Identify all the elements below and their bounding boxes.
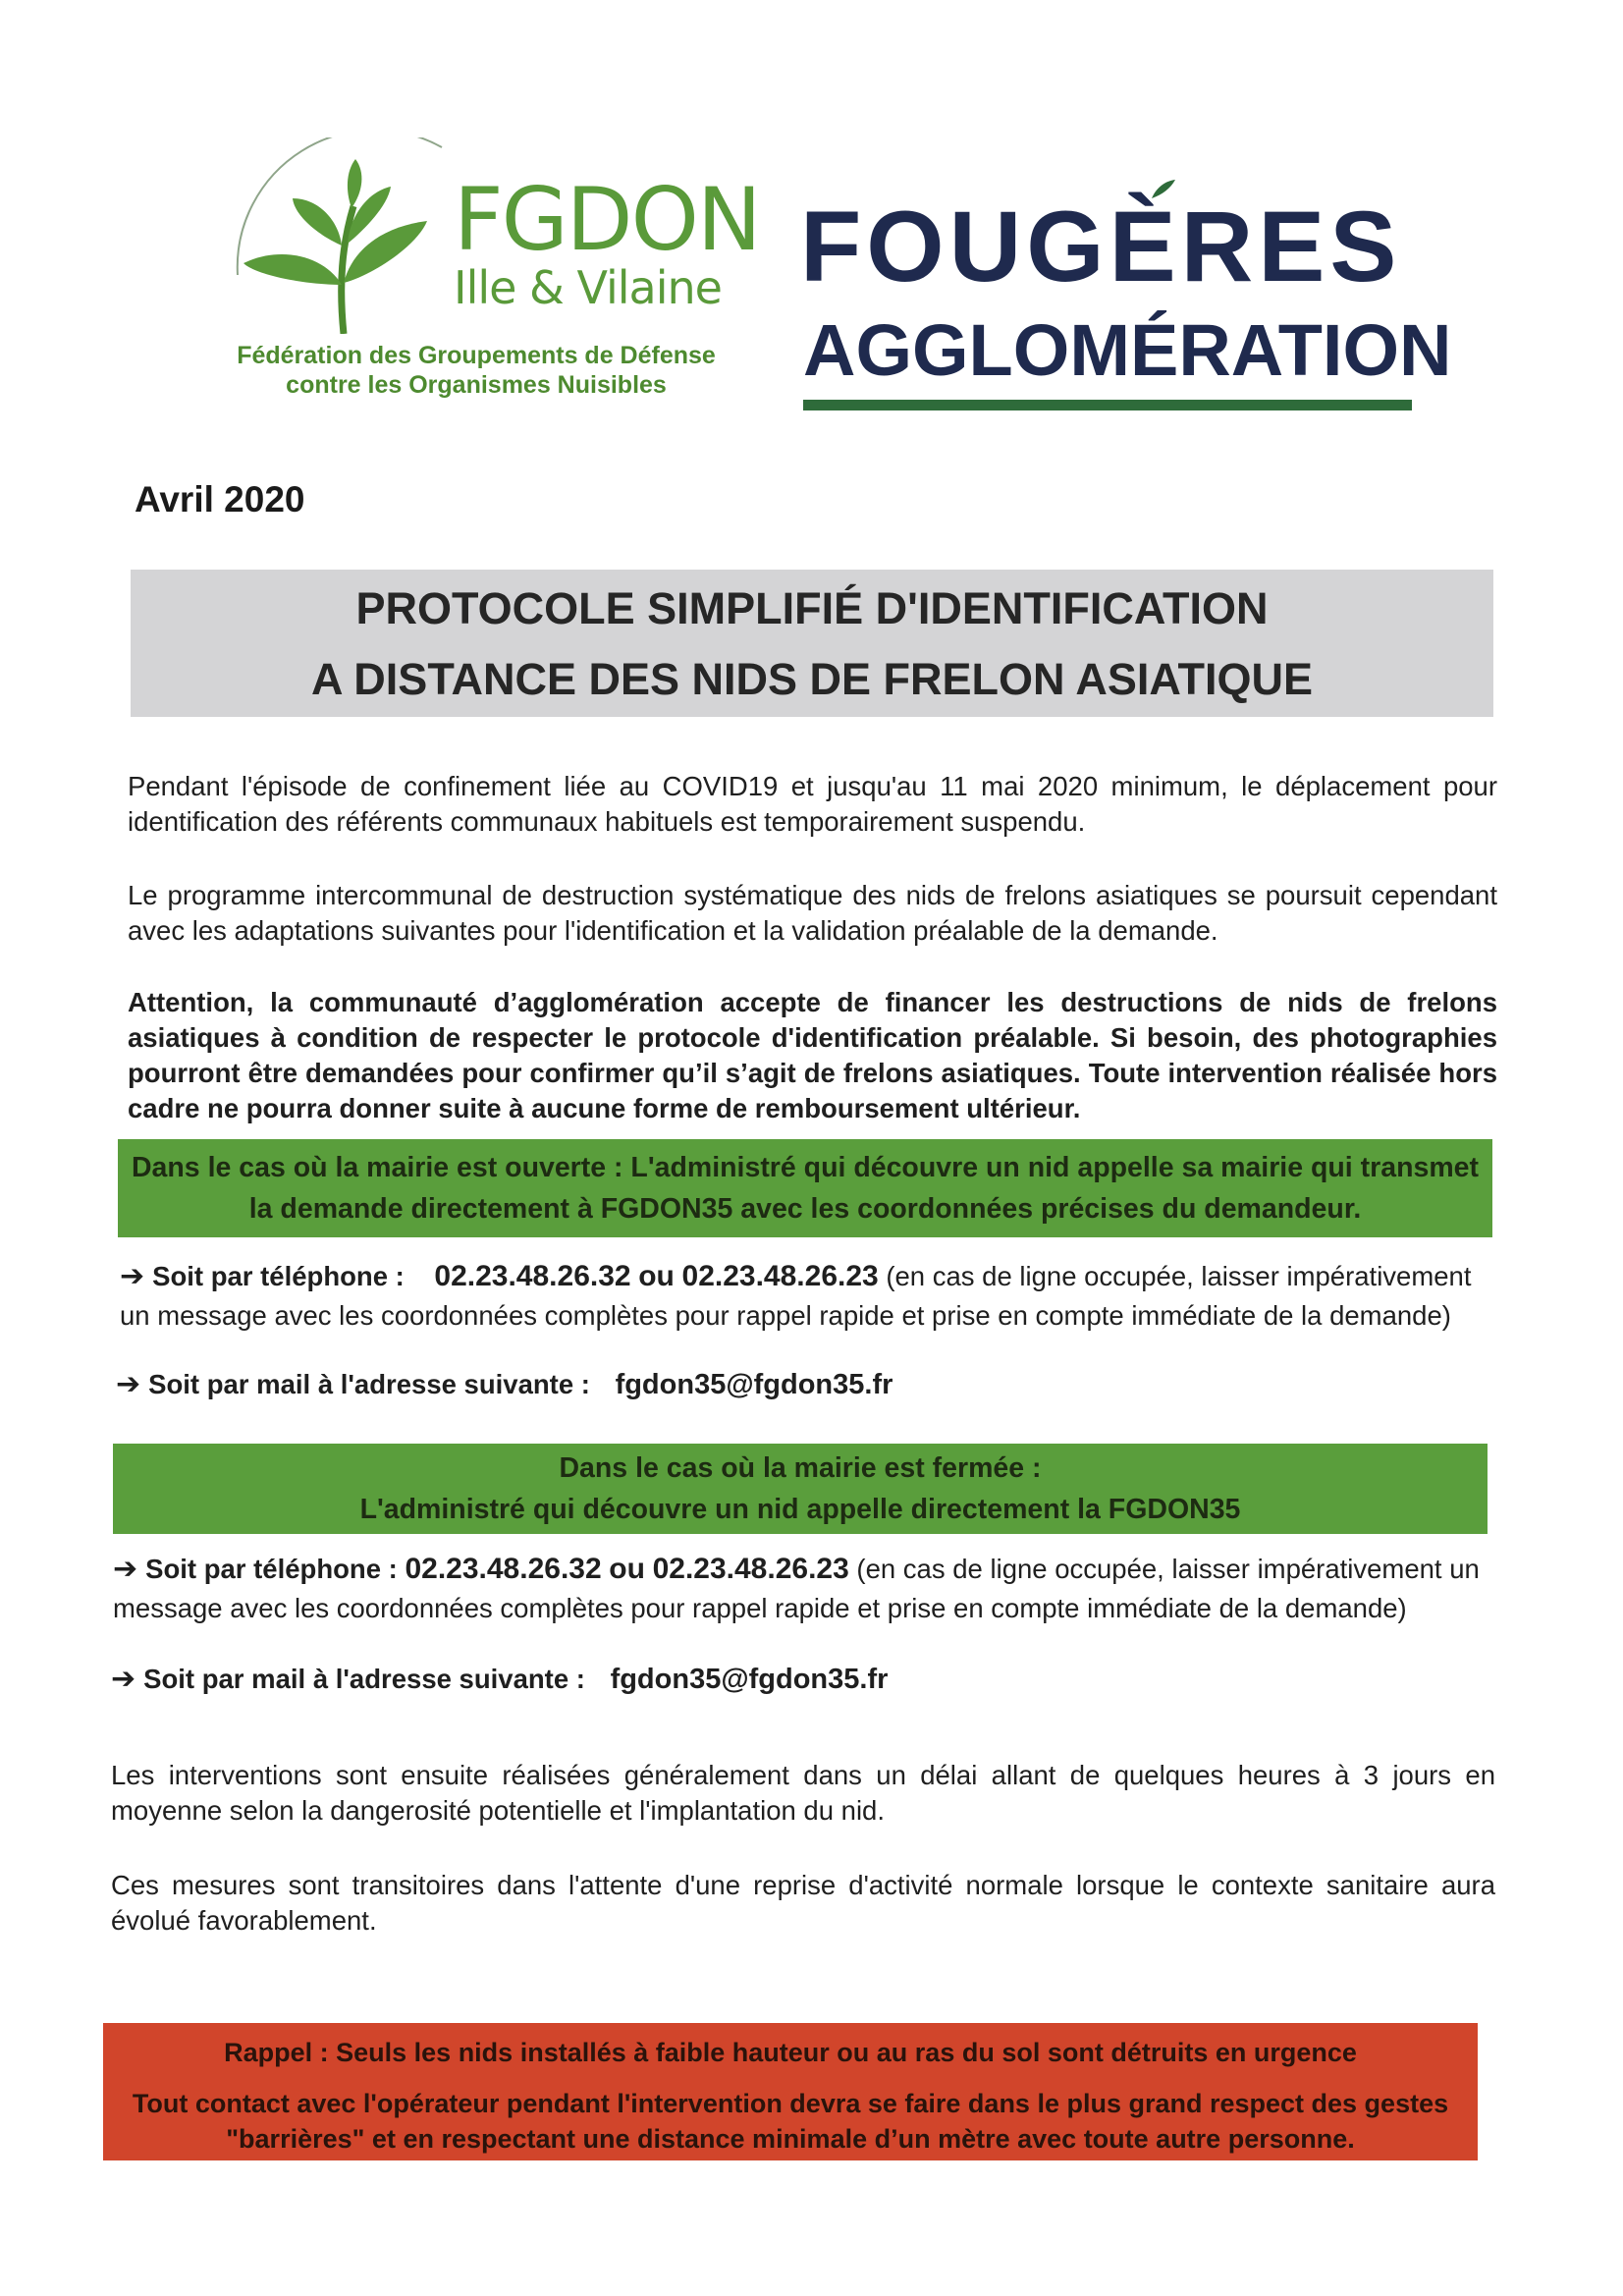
mail-label: Soit par mail à l'adresse suivante : bbox=[148, 1369, 590, 1399]
title-line1: PROTOCOLE SIMPLIFIÉ D'IDENTIFICATION bbox=[355, 583, 1269, 633]
title-line2: A DISTANCE DES NIDS DE FRELON ASIATIQUE bbox=[310, 654, 1314, 704]
logo-underline-bar bbox=[803, 400, 1412, 410]
fougeres-title: FOUGÈRES bbox=[800, 191, 1402, 302]
plant-leaves-icon bbox=[226, 137, 461, 334]
phone-note: (en cas de ligne occupée, laisser impérativement un message avec les coordonnées complètes pour rappel rapide et prise en compte immédiate de la demande) bbox=[120, 1261, 1472, 1331]
contact-phone-closed bbox=[113, 1550, 1497, 1628]
contact-mail-closed bbox=[111, 1660, 1495, 1699]
phone-number-1[interactable]: 02.23.48.26.32 bbox=[434, 1260, 631, 1292]
fougeres-agglomeration-logo bbox=[795, 191, 1452, 422]
fgdon-region: Ille & Vilaine bbox=[454, 261, 722, 314]
banner-line1: Dans le cas où la mairie est fermée : bbox=[559, 1452, 1042, 1484]
phone-label: Soit par téléphone : bbox=[145, 1554, 398, 1584]
paragraph-transitoires: Ces mesures sont transitoires dans l'attente d'une reprise d'activité normale lorsque le contexte sanitaire aura évolué favorablement. bbox=[111, 1869, 1495, 1936]
fgdon-name: FGDON bbox=[454, 169, 760, 270]
banner-line2: L'administré qui découvre un nid appelle directement la FGDON35 bbox=[359, 1494, 1241, 1525]
paragraph-attention: Attention, la communauté d’agglomération accepte de financer les destructions de nids de frelons asiatiques à condition de respecter le protocole d'identification préalable. Si besoin, des photographies pourront être demandées pour confirmer qu’il s’agit de frelons asiatiques. Toute intervention réalisée hors cadre ne pourra donner suite à aucune forme de remboursement ultérieur. bbox=[128, 986, 1497, 1123]
email-link[interactable]: fgdon35@fgdon35.fr bbox=[610, 1664, 889, 1695]
phone-number-1[interactable]: 02.23.48.26.32 bbox=[405, 1553, 602, 1585]
paragraph-interventions: Les interventions sont ensuite réalisées généralement dans un délai allant de quelques heures à 3 jours en moyenne selon la dangerosité potentielle et l'implantation du nid. bbox=[111, 1759, 1495, 1826]
phone-number-2[interactable]: 02.23.48.26.23 bbox=[681, 1260, 879, 1292]
email-link[interactable]: fgdon35@fgdon35.fr bbox=[615, 1369, 893, 1400]
paragraph-programme: Le programme intercommunal de destruction systématique des nids de frelons asiatiques se poursuit cependant avec les adaptations suivantes pour l'identification et la validation préalable de la demande. bbox=[128, 879, 1497, 946]
mail-label: Soit par mail à l'adresse suivante : bbox=[143, 1664, 585, 1694]
arrow-right-icon: ➔ bbox=[120, 1260, 145, 1292]
contact-phone-open bbox=[120, 1257, 1494, 1336]
contact-mail-open bbox=[116, 1365, 1490, 1404]
reminder-line2: Tout contact avec l'opérateur pendant l'intervention devra se faire dans le plus grand respect des gestes bbox=[132, 2089, 1449, 2118]
fgdon-subtitle-line1: Fédération des Groupements de Défense bbox=[237, 342, 716, 369]
banner-line1: Dans le cas où la mairie est ouverte : L'administré qui découvre un nid appelle sa mairie qui transmet bbox=[131, 1152, 1480, 1183]
or-text: ou bbox=[638, 1260, 675, 1292]
phone-number-2[interactable]: 02.23.48.26.23 bbox=[652, 1553, 849, 1585]
fgdon-logo bbox=[226, 137, 760, 412]
banner-mairie-fermee bbox=[113, 1444, 1488, 1534]
agglomeration-title: AGGLOMÉRATION bbox=[803, 309, 1452, 391]
fgdon-subtitle-line2: contre les Organismes Nuisibles bbox=[286, 371, 667, 399]
title-box bbox=[131, 570, 1493, 717]
arrow-right-icon: ➔ bbox=[113, 1553, 138, 1585]
document-date: Avril 2020 bbox=[135, 479, 305, 519]
phone-label: Soit par téléphone : bbox=[152, 1261, 405, 1291]
reminder-line3: "barrières" et en respectant une distance minimale d’un mètre avec toute autre personne. bbox=[226, 2124, 1355, 2154]
reminder-box bbox=[103, 2023, 1478, 2160]
arrow-right-icon: ➔ bbox=[116, 1368, 141, 1400]
reminder-line1: Rappel : Seuls les nids installés à faible hauteur ou au ras du sol sont détruits en urgence bbox=[224, 2038, 1357, 2067]
or-text: ou bbox=[609, 1553, 645, 1585]
paragraph-confinement: Pendant l'épisode de confinement liée au COVID19 et jusqu'au 11 mai 2020 minimum, le déplacement pour identification des référents communaux habituels est temporairement suspendu. bbox=[128, 770, 1497, 837]
phone-note: (en cas de ligne occupée, laisser impérativement un message avec les coordonnées complètes pour rappel rapide et prise en compte immédiate de la demande) bbox=[113, 1554, 1480, 1623]
arrow-right-icon: ➔ bbox=[111, 1663, 136, 1695]
banner-mairie-ouverte bbox=[118, 1139, 1492, 1237]
banner-line2: la demande directement à FGDON35 avec les coordonnées précises du demandeur. bbox=[248, 1193, 1362, 1225]
